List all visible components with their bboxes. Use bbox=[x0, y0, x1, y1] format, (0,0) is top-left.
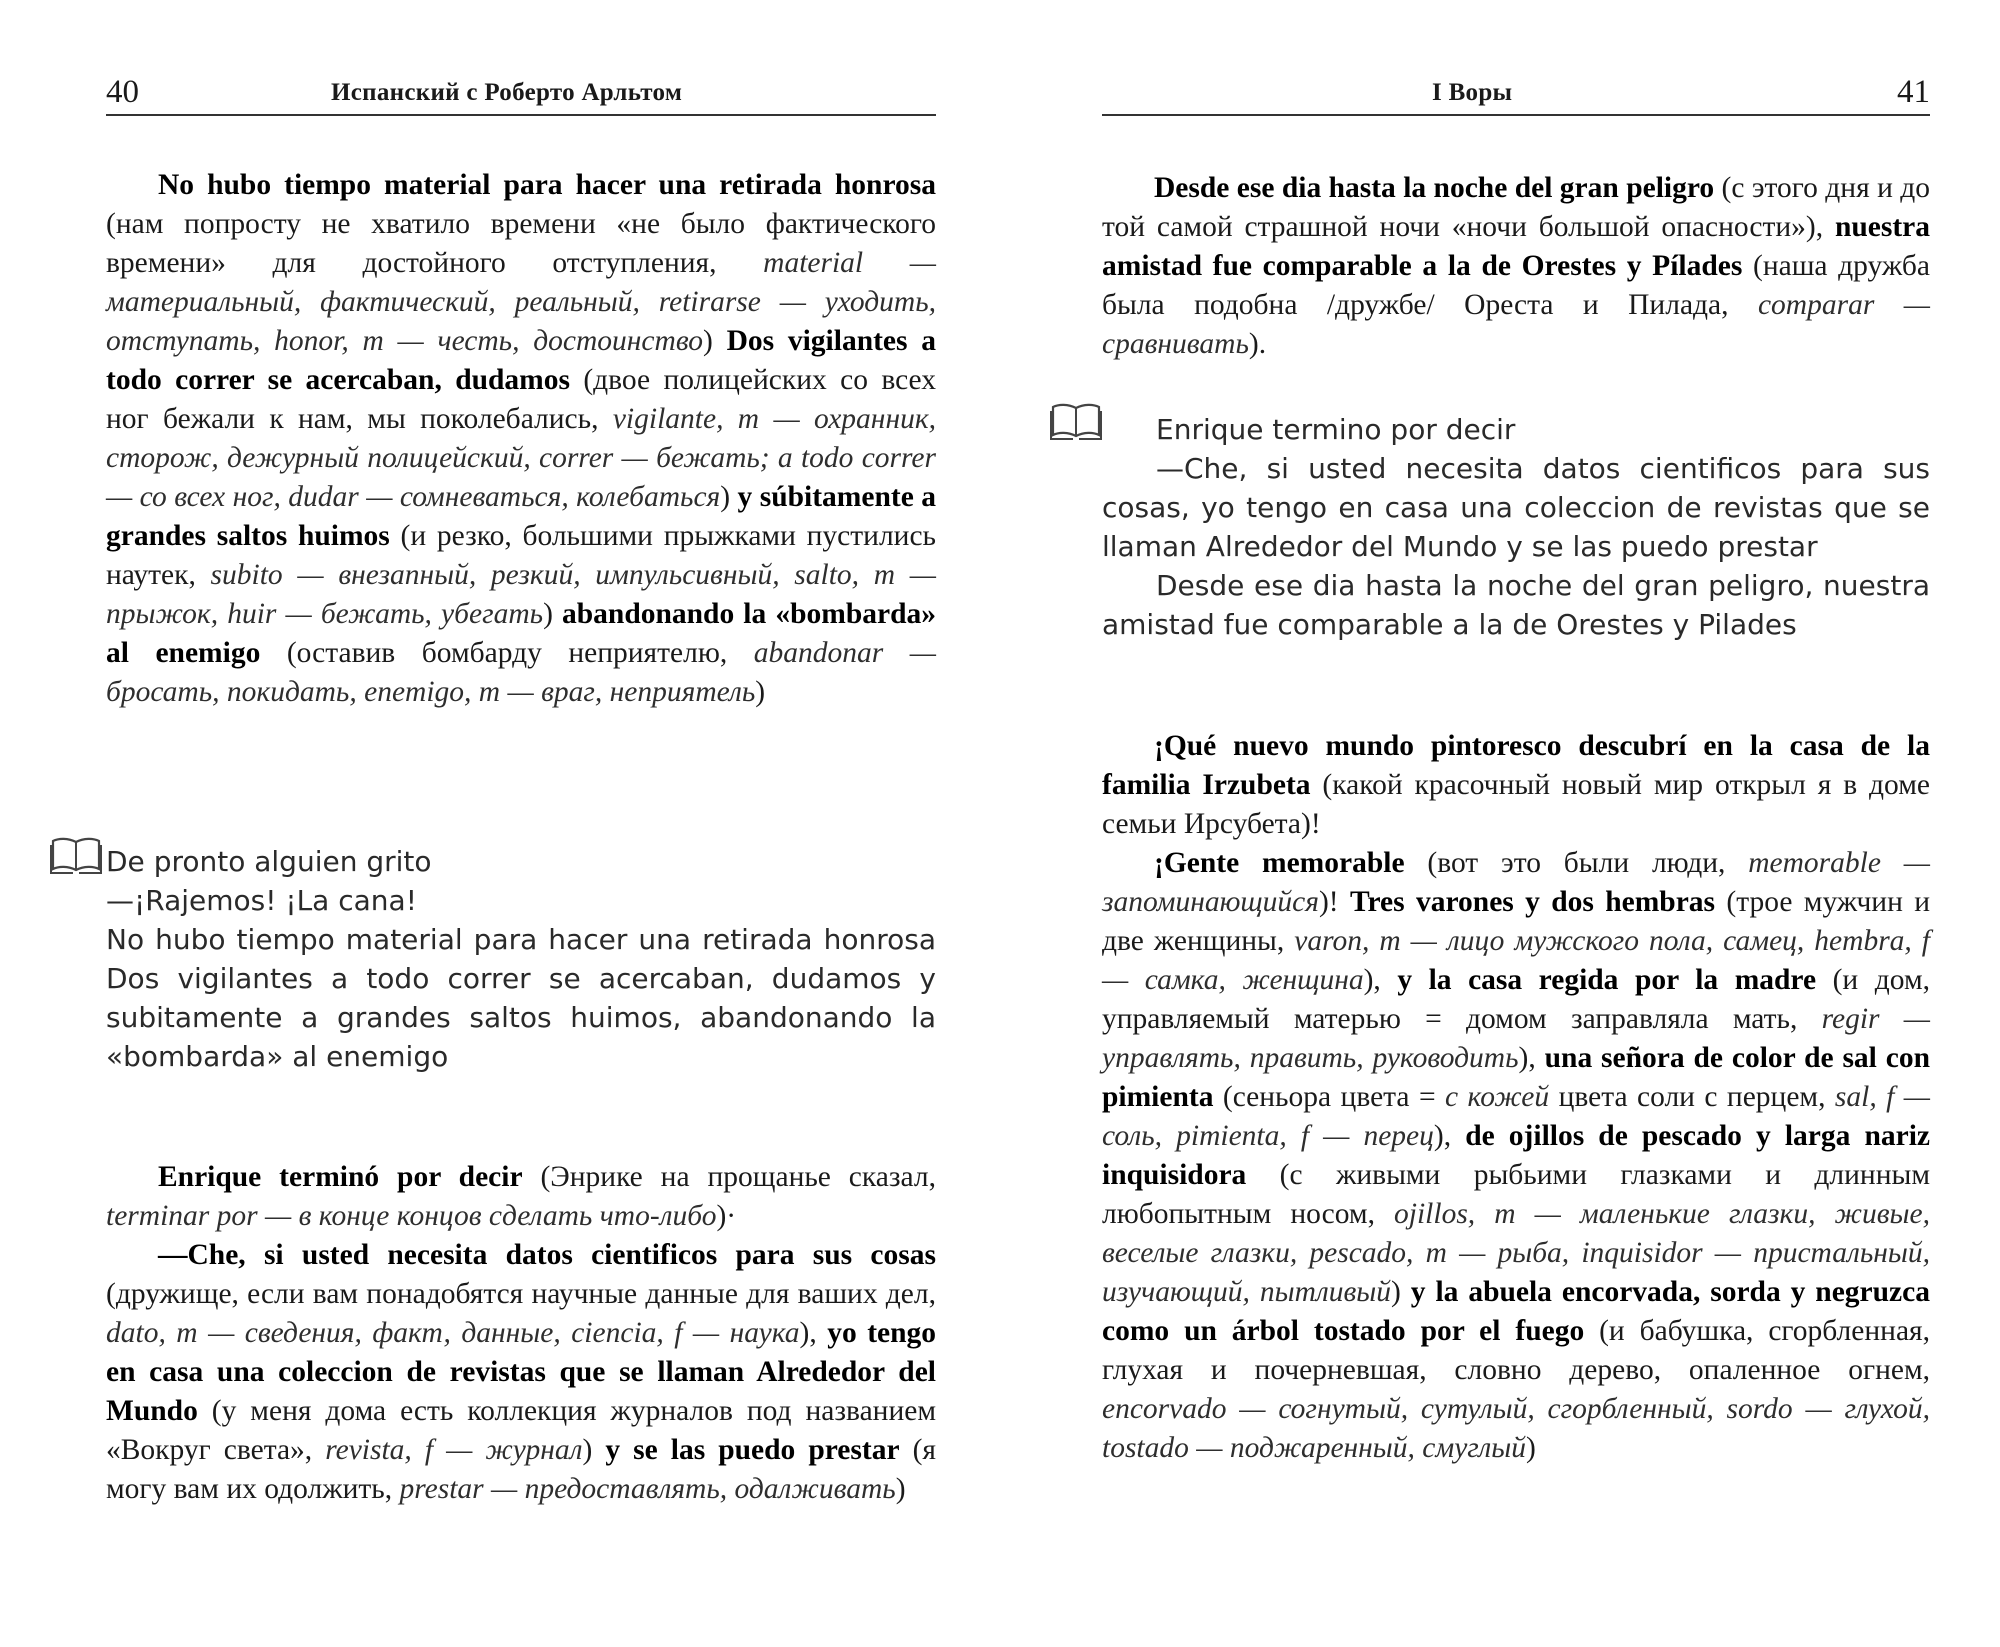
translation-text: (сеньора цвета = bbox=[1213, 1081, 1446, 1113]
gloss-note: encorvado — согнутый, сутулый, сгорбленный, sordo — глухой, tostado — поджаренный, смуглый bbox=[1102, 1393, 1930, 1464]
reading-body: No hubo tiempo material para hacer una retirada honrosa Dos vigilantes a todo correr se acercaban, dudamos y subitamente a grandes saltos huimos, abandonando la «bombarda» al enemigo bbox=[106, 923, 936, 1073]
translation-text: ) bbox=[582, 1434, 606, 1466]
left-page bbox=[106, 0, 936, 1647]
running-head-title: Испанский с Роберто Арльтом bbox=[331, 79, 683, 106]
translation-text: ), bbox=[1518, 1042, 1545, 1074]
gloss-note: varon, m — лицо мужского пола, самец, hembra, f — самка, женщина bbox=[1102, 925, 1931, 996]
reading-body: —Che, si usted necesita datos cientificos para sus cosas, yo tengo en casa una coleccion de revistas que se llaman Alrededor del Mundo y se las puedo prestar bbox=[1102, 452, 1930, 563]
spanish-phrase: abandonando la «bombarda» al enemigo bbox=[106, 598, 936, 669]
translation-text: ), bbox=[1363, 964, 1398, 996]
gloss-note: revista, f — журнал bbox=[325, 1434, 583, 1466]
spanish-phrase: y la abuela encorvada, sorda y negruzca como un árbol tostado por el fuego bbox=[1102, 1276, 1930, 1347]
translation-text: (и резко, большими прыжками пустились наутек, bbox=[106, 520, 936, 591]
spanish-phrase: yo tengo en casa una coleccion de revistas que se llaman Alrededor del Mundo bbox=[106, 1317, 937, 1427]
translation-text: ) bbox=[543, 598, 562, 630]
running-head bbox=[1102, 70, 1930, 116]
paragraph bbox=[1102, 727, 1930, 844]
translation-text: цвета соли с перцем, bbox=[1549, 1081, 1835, 1113]
spanish-phrase: una señora de color de sal con pimienta bbox=[1102, 1042, 1930, 1113]
translation-text: (Энрике на прощанье сказал, bbox=[522, 1161, 936, 1193]
spanish-phrase: y súbitamente a grandes saltos huimos bbox=[106, 481, 936, 552]
translation-text: ), bbox=[1433, 1120, 1466, 1152]
translation-text: ) bbox=[1526, 1432, 1536, 1464]
paragraph bbox=[1102, 169, 1930, 364]
spanish-phrase: nuestra amistad fue comparable a la de Orestes y Pílades bbox=[1102, 211, 1930, 282]
gloss-note: dato, m — сведения, факт, данные, ciencia, f — наука bbox=[106, 1317, 800, 1349]
reading-passage bbox=[106, 842, 936, 1076]
paragraph bbox=[106, 1158, 936, 1236]
gloss-note: regir — управлять, править, руководить bbox=[1102, 1003, 1930, 1074]
translation-text: )· bbox=[716, 1200, 737, 1232]
translation-text: (я могу вам их одолжить, bbox=[106, 1434, 936, 1505]
gloss-note: vigilante, m — охранник, сторож, дежурный полицейский, correr — бежать; a todo correr — со всех ног, dudar — сомневаться, колебаться bbox=[106, 403, 936, 513]
paragraph bbox=[1102, 844, 1930, 1468]
running-head bbox=[106, 70, 936, 116]
gloss-note: с кожей bbox=[1445, 1081, 1550, 1113]
translation-text: (и дом, управляемый матерью = домом заправляла мать, bbox=[1102, 964, 1930, 1035]
reading-line: De pronto alguien grito bbox=[106, 845, 432, 878]
translation-text: (дружище, если вам понадобятся научные данные для ваших дел, bbox=[106, 1278, 936, 1310]
open-book-icon bbox=[1050, 402, 1102, 442]
reading-passage bbox=[1102, 410, 1930, 644]
translation-text: (трое мужчин и две женщины, bbox=[1102, 886, 1931, 957]
spanish-phrase: de ojillos de pescado y larga nariz inquisidora bbox=[1102, 1120, 1930, 1191]
gloss-note: abandonar — бросать, покидать, enemigo, m — враг, неприятель bbox=[106, 637, 936, 708]
reading-line: Enrique termino por decir bbox=[1156, 413, 1516, 446]
translation-text: (с этого дня и до той самой страшной ночи «ночи большой опасности»), bbox=[1102, 172, 1931, 243]
running-head-title: I Воры bbox=[1432, 79, 1513, 106]
gloss-note: comparar — сравнивать bbox=[1102, 289, 1930, 360]
spanish-phrase: ¡Qué nuevo mundo pintoresco descubrí en la casa de la familia Irzubeta bbox=[1102, 730, 1930, 801]
translation-text: (у меня дома есть коллекция журналов под названием «Вокруг света», bbox=[106, 1395, 936, 1466]
paragraph bbox=[106, 166, 936, 712]
spanish-phrase: y la casa regida por la madre bbox=[1397, 964, 1817, 996]
spanish-phrase: Enrique terminó por decir bbox=[158, 1161, 523, 1193]
gloss-note: sal, f — соль, pimienta, f — перец bbox=[1102, 1081, 1931, 1152]
translation-text: ). bbox=[1248, 328, 1267, 360]
translation-text: ) bbox=[1391, 1276, 1411, 1308]
gloss-note: subito — внезапный, резкий, импульсивный, salto, m — прыжок, huir — бежать, убегать bbox=[106, 559, 937, 630]
reading-line: —¡Rajemos! ¡La cana! bbox=[106, 884, 417, 917]
translation-text: )! bbox=[1318, 886, 1350, 918]
gloss-note: memorable — запоминающийся bbox=[1102, 847, 1931, 918]
translation-text: (двое полицейских со всех ног бежали к нам, мы поколебались, bbox=[106, 364, 937, 435]
page-number: 41 bbox=[1897, 74, 1930, 110]
spanish-phrase: —Che, si usted necesita datos cientificos para sus cosas bbox=[158, 1239, 936, 1271]
spanish-phrase: Desde ese dia hasta la noche del gran peligro bbox=[1154, 172, 1715, 204]
translation-text: (наша дружба была подобна /дружбе/ Ореста и Пилада, bbox=[1102, 250, 1931, 321]
translation-text: (нам попросту не хватило времени «не было фактического времени» для достойного отступления, bbox=[106, 208, 936, 279]
gloss-note: ojillos, m — маленькие глазки, живые, веселые глазки, pescado, m — рыба, inquisidor — пристальный, изучающий, пытливый bbox=[1102, 1198, 1930, 1308]
translation-text: (какой красочный новый мир открыл я в доме семьи Ирсубета)! bbox=[1102, 769, 1930, 840]
open-book-icon bbox=[50, 836, 102, 876]
translation-text: (вот это были люди, bbox=[1404, 847, 1749, 879]
gloss-note: material — материальный, фактический, реальный, retirarse — уходить, отступать, honor, m — честь, достоинство bbox=[106, 247, 936, 357]
translation-text: ) bbox=[895, 1473, 906, 1505]
translation-text: (оставив бомбарду неприятелю, bbox=[260, 637, 754, 669]
spanish-phrase: No hubo tiempo material para hacer una retirada honrosa bbox=[158, 169, 936, 201]
reading-body: Desde ese dia hasta la noche del gran peligro, nuestra amistad fue comparable a la de Orestes y Pilades bbox=[1102, 569, 1930, 641]
gloss-note: prestar — предоставлять, одалживать bbox=[399, 1473, 896, 1505]
spanish-phrase: Tres varones y dos hembras bbox=[1350, 886, 1716, 918]
translation-text: ) bbox=[755, 676, 766, 708]
paragraph bbox=[106, 1236, 936, 1509]
translation-text: (и бабушка, сгорбленная, глухая и почерневшая, словно дерево, опаленное огнем, bbox=[1102, 1315, 1930, 1386]
translation-text: ) bbox=[720, 481, 738, 513]
translation-text: (с живыми рыбьими глазками и длинным любопытным носом, bbox=[1102, 1159, 1930, 1230]
right-page bbox=[1102, 0, 1930, 1647]
translation-text: ) bbox=[703, 325, 727, 357]
spanish-phrase: Dos vigilantes a todo correr se acercaban, dudamos bbox=[106, 325, 936, 396]
translation-text: ), bbox=[799, 1317, 828, 1349]
spanish-phrase: y se las puedo prestar bbox=[605, 1434, 900, 1466]
gloss-note: terminar por — в конце концов сделать что-либо bbox=[106, 1200, 717, 1232]
spanish-phrase: ¡Gente memorable bbox=[1154, 847, 1405, 879]
page-number: 40 bbox=[106, 74, 139, 110]
